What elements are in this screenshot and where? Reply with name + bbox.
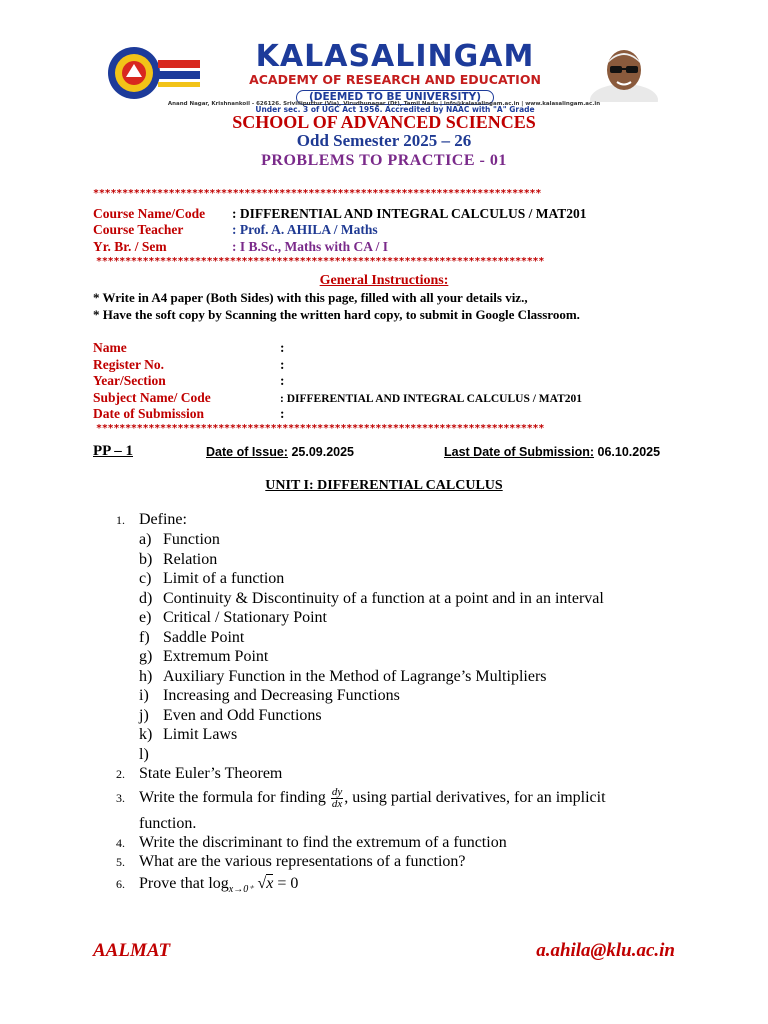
- form-row-year: [93, 373, 285, 389]
- item-letter: i): [139, 687, 149, 704]
- item-text: Even and Odd Functions: [163, 707, 322, 724]
- university-name: KALASALINGAM: [255, 39, 535, 74]
- item-text: Limit Laws: [163, 726, 238, 743]
- course-year-value: : I B.Sc., Maths with CA / I: [232, 239, 389, 254]
- school-title: SCHOOL OF ADVANCED SCIENCES: [232, 112, 536, 132]
- form-value: :: [280, 373, 285, 388]
- course-teacher-value: : Prof. A. AHILA / Maths: [232, 222, 378, 237]
- last-value: 06.10.2025: [594, 445, 661, 459]
- define-item: [139, 629, 244, 647]
- item-text: Limit of a function: [163, 570, 285, 587]
- course-year-row: [93, 239, 388, 255]
- form-label: Register No.: [93, 357, 164, 372]
- item-text: Saddle Point: [163, 629, 245, 646]
- last-label: Last Date of Submission:: [444, 445, 595, 459]
- question-number: 6.: [116, 877, 125, 891]
- define-item: [139, 570, 284, 588]
- define-item: [139, 668, 547, 686]
- footer-code: AALMAT: [93, 940, 171, 961]
- last-submission-date: [444, 445, 660, 459]
- item-letter: a): [139, 531, 152, 548]
- general-instructions-title: General Instructions:: [319, 273, 449, 288]
- define-item: [139, 707, 322, 725]
- practice-id: PP – 1: [93, 443, 133, 459]
- university-address: Anand Nagar, Krishnankoil - 626126. Srivilliputtur (Via), Virudhunagar (Dt), Tamil Nadu | info@kalasalingam.ac.in | www.kalasalingam.ac.in: [167, 101, 601, 107]
- footer-email: a.ahila@klu.ac.in: [536, 940, 675, 961]
- item-letter: l): [139, 746, 149, 763]
- deemed-badge: (DEEMED TO BE UNIVERSITY): [296, 90, 494, 105]
- star-divider: *****************************************************************************: [96, 257, 545, 267]
- item-text: Relation: [163, 551, 218, 568]
- item-letter: f): [139, 629, 150, 646]
- question-3: [116, 787, 606, 810]
- question-number: 4.: [116, 836, 125, 850]
- course-year-label: Yr. Br. / Sem: [93, 239, 167, 254]
- course-teacher-row: [93, 222, 378, 238]
- item-letter: e): [139, 609, 152, 626]
- item-text: Auxiliary Function in the Method of Lagrange’s Multipliers: [163, 668, 547, 685]
- course-name-row: [93, 206, 587, 222]
- sqrt-symbol: √: [257, 875, 267, 892]
- form-value: :: [280, 406, 285, 421]
- item-letter: b): [139, 551, 153, 568]
- question-text: State Euler’s Theorem: [139, 765, 283, 782]
- form-label: Year/Section: [93, 373, 166, 388]
- question-6: [116, 875, 298, 895]
- dy-dx-fraction: [331, 787, 343, 810]
- item-letter: k): [139, 726, 153, 743]
- form-label: Subject Name/ Code: [93, 390, 211, 405]
- form-value: :: [280, 357, 285, 372]
- form-label: Date of Submission: [93, 406, 205, 421]
- item-letter: g): [139, 648, 153, 665]
- form-label: Name: [93, 340, 127, 355]
- item-letter: c): [139, 570, 152, 587]
- university-logo: [104, 44, 204, 102]
- define-item: [139, 609, 327, 627]
- founder-portrait: [588, 42, 660, 102]
- limit-subscript: x→0⁺: [228, 884, 254, 896]
- question-number: 1.: [116, 513, 125, 527]
- practice-title: PROBLEMS TO PRACTICE - 01: [261, 152, 507, 169]
- question-number: 5.: [116, 855, 125, 869]
- define-item: [139, 687, 400, 705]
- define-item: [139, 726, 237, 744]
- instruction-line: * Have the soft copy by Scanning the written hard copy, to submit in Google Classroom.: [93, 307, 580, 322]
- question-text: Write the formula for finding: [139, 789, 330, 807]
- star-divider: *****************************************************************************: [93, 189, 542, 199]
- form-value: : DIFFERENTIAL AND INTEGRAL CALCULUS / MAT201: [280, 393, 583, 405]
- course-teacher-label: Course Teacher: [93, 222, 184, 237]
- fraction-denominator: dx: [331, 798, 343, 810]
- form-row-date: [93, 406, 285, 422]
- define-item: [139, 551, 217, 569]
- question-4: [116, 834, 507, 852]
- star-divider: *****************************************************************************: [96, 424, 545, 434]
- sqrt-radicand: x: [266, 875, 274, 892]
- define-item: [139, 590, 604, 608]
- instruction-line: * Write in A4 paper (Both Sides) with this page, filled with all your details viz.,: [93, 290, 528, 305]
- question-text: , using partial derivatives, for an implicit: [344, 789, 606, 807]
- question-3-continuation: function.: [139, 815, 197, 832]
- form-row-name: [93, 340, 285, 356]
- university-subtitle: ACADEMY OF RESEARCH AND EDUCATION: [249, 72, 541, 87]
- form-row-register: [93, 357, 285, 373]
- question-text: Define:: [139, 511, 187, 528]
- accreditation-line: Under sec. 3 of UGC Act 1956. Accredited by NAAC with "A" Grade: [255, 105, 535, 114]
- define-item: [139, 648, 268, 666]
- item-letter: h): [139, 668, 153, 685]
- question-2: [116, 765, 282, 783]
- question-5: [116, 853, 466, 871]
- define-item: [139, 746, 163, 764]
- course-name-value: : DIFFERENTIAL AND INTEGRAL CALCULUS / MAT201: [232, 206, 587, 221]
- date-of-issue: [206, 445, 354, 459]
- question-1: [116, 511, 187, 529]
- form-row-subject: [93, 390, 582, 406]
- issue-label: Date of Issue:: [206, 445, 288, 459]
- item-text: Function: [163, 531, 220, 548]
- question-number: 2.: [116, 767, 125, 781]
- issue-value: 25.09.2025: [287, 445, 355, 459]
- item-text: Extremum Point: [163, 648, 269, 665]
- question-text: Write the discriminant to find the extremum of a function: [139, 834, 507, 851]
- semester-title: Odd Semester 2025 – 26: [296, 131, 472, 150]
- fraction-numerator: dy: [331, 786, 343, 798]
- course-name-label: Course Name/Code: [93, 206, 206, 221]
- item-letter: d): [139, 590, 153, 607]
- unit-title: UNIT I: DIFFERENTIAL CALCULUS: [265, 478, 503, 493]
- item-text: Critical / Stationary Point: [163, 609, 327, 626]
- item-letter: j): [139, 707, 149, 724]
- item-text: Continuity & Discontinuity of a function at a point and in an interval: [163, 590, 604, 607]
- question-text: What are the various representations of a function?: [139, 853, 466, 870]
- item-text: Increasing and Decreasing Functions: [163, 687, 400, 704]
- define-item: [139, 531, 220, 549]
- question-text: = 0: [273, 875, 299, 892]
- question-number: 3.: [116, 791, 125, 806]
- form-value: :: [280, 340, 285, 355]
- question-text: Prove that log: [139, 875, 229, 892]
